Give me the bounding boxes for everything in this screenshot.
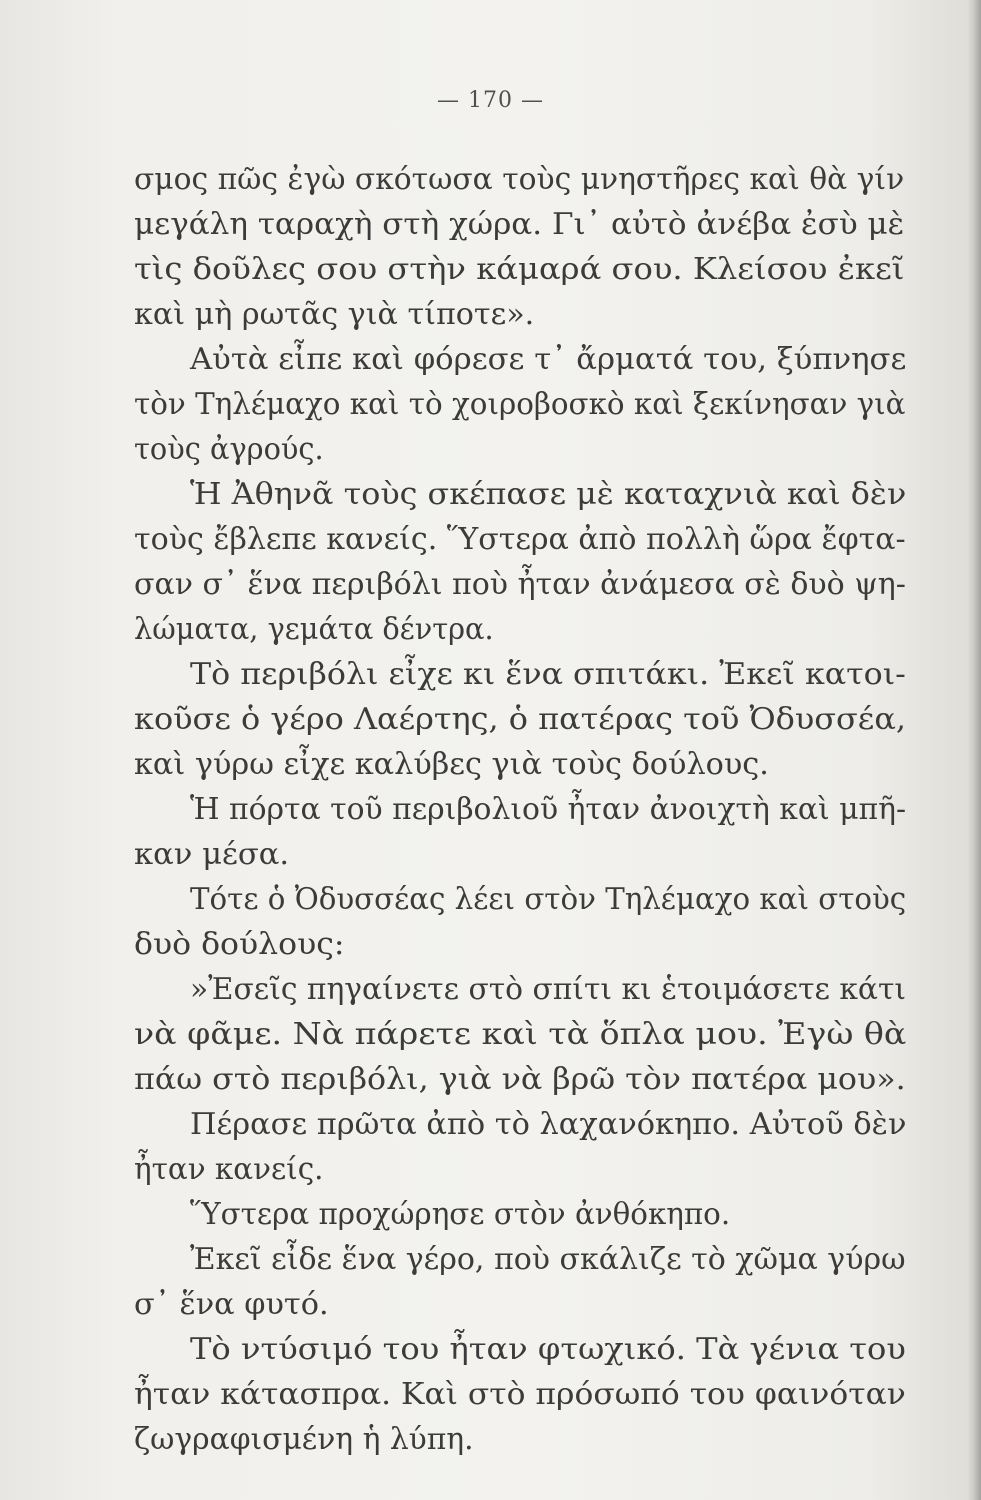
text-line: Ἡ Ἀθηνᾶ τοὺς σκέπασε μὲ καταχνιὰ καὶ δὲν [190, 477, 907, 512]
text-line: τὶς δοῦλες σου στὴν κάμαρά σου. Κλείσου ἐκεῖ [134, 252, 905, 287]
page-number: — 170 — [437, 88, 544, 113]
text-line: νὰ φᾶμε. Νὰ πάρετε καὶ τὰ ὅπλα μου. Ἐγὼ θὰ [134, 1017, 907, 1052]
text-line: Ἐκεῖ εἶδε ἕνα γέρο, ποὺ σκάλιζε τὸ χῶμα γύρω [190, 1242, 906, 1277]
text-line: Τὸ περιβόλι εἶχε κι ἕνα σπιτάκι. Ἐκεῖ κατοι- [190, 657, 906, 692]
text-line: σ᾽ ἕνα φυτό. [134, 1287, 329, 1322]
text-line: σμος πῶς ἐγὼ σκότωσα τοὺς μνηστῆρες καὶ θὰ γίν [134, 162, 905, 197]
text-line: ἦταν κανείς. [134, 1152, 324, 1187]
text-line: κοῦσε ὁ γέρο Λαέρτης, ὁ πατέρας τοῦ Ὀδυσσέα, [134, 702, 907, 737]
text-line: καν μέσα. [134, 837, 290, 872]
text-line: Ἡ πόρτα τοῦ περιβολιοῦ ἦταν ἀνοιχτὴ καὶ μπῆ- [190, 792, 907, 827]
text-line: Τότε ὁ Ὀδυσσέας λέει στὸν Τηλέμαχο καὶ στοὺς [190, 882, 907, 917]
text-line: ζωγραφισμένη ἡ λύπη. [134, 1422, 474, 1457]
text-line: τοὺς ἀγρούς. [134, 432, 324, 467]
text-line: Ὕστερα προχώρησε στὸν ἀνθόκηπο. [190, 1197, 731, 1232]
text-line: πάω στὸ περιβόλι, γιὰ νὰ βρῶ τὸν πατέρα μου». [134, 1062, 906, 1097]
text-line: »Ἐσεῖς πηγαίνετε στὸ σπίτι κι ἑτοιμάσετε κάτι [190, 972, 907, 1007]
text-line: καὶ μὴ ρωτᾶς γιὰ τίποτε». [134, 297, 535, 332]
text-line: Αὐτὰ εἶπε καὶ φόρεσε τ᾽ ἄρματά του, ξύπνησε [190, 342, 907, 377]
text-line: καὶ γύρω εἶχε καλύβες γιὰ τοὺς δούλους. [134, 747, 769, 782]
text-line: Τὸ ντύσιμό του ἦταν φτωχικό. Τὰ γένια του [190, 1332, 906, 1367]
text-line: λώματα, γεμάτα δέντρα. [134, 612, 494, 647]
text-line: Πέρασε πρῶτα ἀπὸ τὸ λαχανόκηπο. Αὐτοῦ δὲν [190, 1107, 907, 1142]
text-line: δυὸ δούλους: [134, 927, 345, 962]
text-line: μεγάλη ταραχὴ στὴ χώρα. Γι᾽ αὐτὸ ἀνέβα ἐσὺ μὲ [134, 207, 905, 242]
text-line: τὸν Τηλέμαχο καὶ τὸ χοιροβοσκὸ καὶ ξεκίνησαν γιὰ [134, 387, 906, 422]
text-line: ἦταν κάτασπρα. Καὶ στὸ πρόσωπό του φαινόταν [134, 1377, 906, 1412]
text-line: τοὺς ἔβλεπε κανείς. Ὕστερα ἀπὸ πολλὴ ὥρα ἔφτα- [134, 522, 906, 557]
text-line: σαν σ᾽ ἕνα περιβόλι ποὺ ἦταν ἀνάμεσα σὲ δυὸ ψη- [134, 567, 906, 602]
